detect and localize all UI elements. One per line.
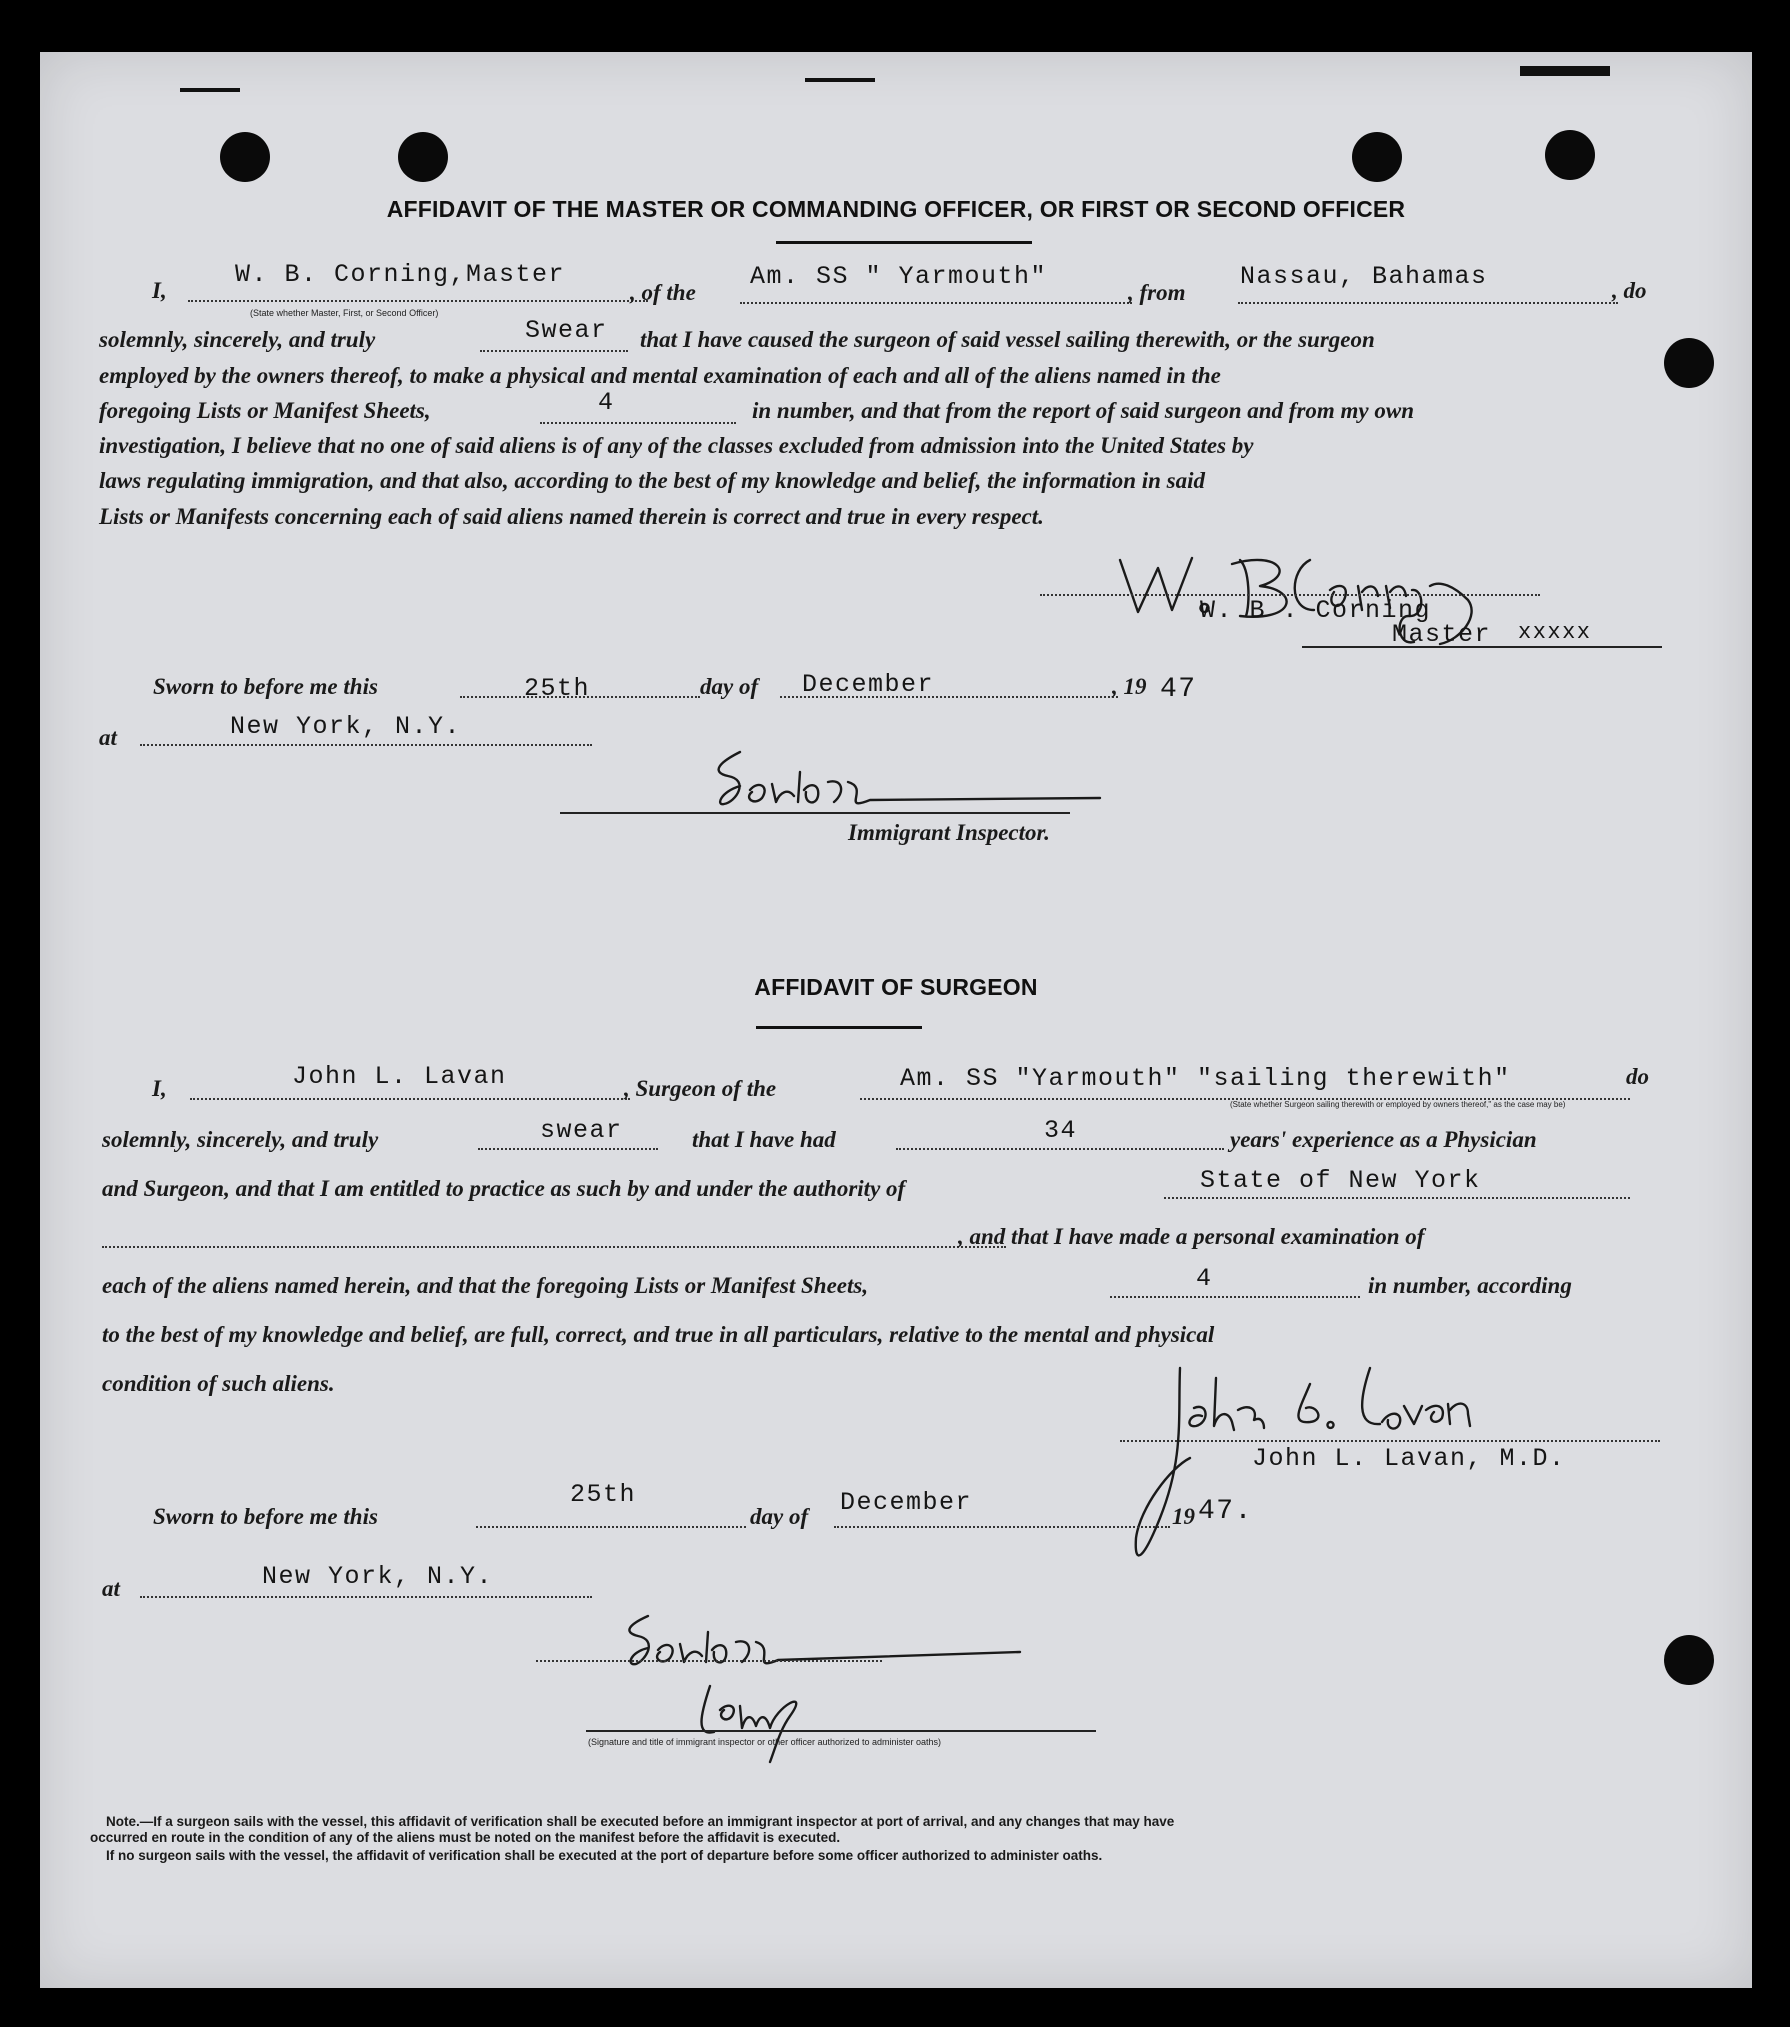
master-signer-title: Master: [1392, 620, 1492, 649]
surgeon-day-of-label: day of: [750, 1504, 809, 1529]
punch-hole: [1664, 338, 1714, 388]
punch-hole: [1664, 1635, 1714, 1685]
surgeon-year-suffix: 47.: [1198, 1496, 1253, 1527]
surgeon-line5-a: each of the aliens named herein, and that the foregoing Lists or Manifest Sheets,: [102, 1273, 869, 1298]
officer-field-line: [188, 300, 648, 302]
form-page: [40, 52, 1752, 1988]
title-underline: [756, 1026, 922, 1029]
port-value: Nassau, Bahamas: [1240, 262, 1488, 291]
note-line2: occurred en route in the condition of any of the aliens must be noted on the manifest before the affidavit is executed.: [90, 1830, 841, 1845]
at-label: at: [99, 725, 117, 750]
years-field-line: [896, 1148, 1224, 1150]
line3: employed by the owners thereof, to make a physical and mental examination of each and all of the aliens named in the: [99, 363, 1221, 388]
surgeon-sheets-line: [1110, 1296, 1360, 1298]
surgeon-at-label: at: [102, 1576, 120, 1601]
years-value: 34: [1044, 1116, 1078, 1145]
line4-b: in number, and that from the report of said surgeon and from my own: [752, 398, 1415, 423]
sworn-label: Sworn to before me this: [153, 674, 378, 699]
line5: investigation, I believe that no one of said aliens is of any of the classes excluded from admission into the United States by: [99, 433, 1254, 458]
surgeon-line7: condition of such aliens.: [102, 1371, 335, 1396]
sworn-place: New York, N.Y.: [230, 712, 462, 741]
authority-field-line: [1164, 1197, 1630, 1199]
master-title-line: [1302, 646, 1662, 648]
surgeon-line4: , and that I have made a personal examination of: [958, 1224, 1425, 1249]
surgeon-year-prefix: 19: [1172, 1504, 1195, 1529]
line7: Lists or Manifests concerning each of said aliens named therein is correct and true in every respect.: [99, 504, 1044, 529]
surgeon-vessel-value: Am. SS "Yarmouth" "sailing therewith": [900, 1064, 1511, 1093]
authority-cont-line: [102, 1246, 1006, 1248]
surgeon-swear-value: swear: [540, 1116, 623, 1145]
scan-mark: [1520, 66, 1610, 76]
port-field-line: [1238, 302, 1618, 304]
line2-a: solemnly, sincerely, and truly: [99, 327, 376, 352]
surgeon-line2-a: solemnly, sincerely, and truly: [102, 1127, 379, 1152]
line4-a: foregoing Lists or Manifest Sheets,: [99, 398, 431, 423]
line2-b: that I have caused the surgeon of said vessel sailing therewith, or the surgeon: [640, 327, 1375, 352]
surgeon-sworn-day: 25th: [570, 1480, 637, 1509]
surgeon-value: John L. Lavan: [292, 1062, 507, 1091]
surgeon-swear-line: [478, 1148, 658, 1150]
swear-value: Swear: [525, 316, 608, 345]
do-label: , do: [1612, 278, 1647, 303]
officer-sig-hint: (Signature and title of immigrant inspector or other officer authorized to administer oaths): [588, 1737, 942, 1747]
punch-hole: [1352, 132, 1402, 182]
i-label-2: I,: [152, 1076, 167, 1101]
inspector-label: Immigrant Inspector.: [848, 820, 1050, 845]
surgeon-sworn-place: New York, N.Y.: [262, 1562, 494, 1591]
i-label: I,: [152, 278, 167, 303]
sheets-field-line: [540, 422, 736, 424]
master-signer-name: W. B . Corning: [1200, 596, 1432, 625]
scan-mark: [180, 88, 240, 92]
vessel-field-line: [740, 302, 1132, 304]
surgeon-signature-line: [1120, 1440, 1660, 1442]
year-prefix: , 19: [1112, 674, 1147, 699]
of-the-label: , of the: [630, 280, 696, 305]
sworn-day: 25th: [524, 674, 591, 703]
authority-value: State of New York: [1200, 1166, 1481, 1195]
surgeon-sworn-place-line: [140, 1596, 592, 1598]
surgeon-signer-name: John L. Lavan, M.D.: [1252, 1444, 1566, 1473]
surgeon-sworn-label: Sworn to before me this: [153, 1504, 378, 1529]
punch-hole: [398, 132, 448, 182]
inspector-signature-line: [560, 812, 1070, 814]
vessel-hint: (State whether Surgeon sailing therewith or employed by owners thereof," as the case may be): [1230, 1100, 1566, 1109]
vessel-value: Am. SS " Yarmouth": [750, 262, 1048, 291]
surgeon-sworn-month: December: [840, 1488, 973, 1517]
officer-hint: (State whether Master, First, or Second Officer): [250, 308, 439, 318]
surgeon-line2-b: that I have had: [692, 1127, 836, 1152]
surgeon-line6: to the best of my knowledge and belief, are full, correct, and true in all particulars, relative to the mental and physical: [102, 1322, 1215, 1347]
year-suffix: 47: [1160, 674, 1197, 705]
surgeon-sworn-month-line: [834, 1526, 1170, 1528]
swear-field-line: [480, 350, 628, 352]
surgeon-sworn-day-line: [476, 1526, 746, 1528]
sworn-place-line: [140, 744, 592, 746]
officer-signature-line: [586, 1730, 1096, 1732]
officer-value: W. B. Corning,Master: [235, 260, 566, 289]
surgeon-of-label: , Surgeon of the: [624, 1076, 777, 1101]
surgeon-line3-a: and Surgeon, and that I am entitled to practice as such by and under the authority of: [102, 1176, 906, 1201]
note-line3: If no surgeon sails with the vessel, the affidavit of verification shall be executed at the port of departure before some officer authorized to administer oaths.: [106, 1848, 1103, 1863]
surgeon-line2-c: years' experience as a Physician: [1230, 1127, 1537, 1152]
title-underline: [776, 241, 1032, 244]
surgeon-affidavit-title: AFFIDAVIT OF SURGEON: [754, 974, 1038, 1000]
officer-initials: [680, 1666, 840, 1776]
do-label-2: do: [1626, 1064, 1649, 1089]
sheets-value: 4: [598, 388, 615, 417]
day-of-label: day of: [700, 674, 759, 699]
master-signer-strike: xxxxx: [1518, 620, 1592, 645]
punch-hole: [220, 132, 270, 182]
sworn-month: December: [802, 670, 935, 699]
master-affidavit-title: AFFIDAVIT OF THE MASTER OR COMMANDING OFFICER, OR FIRST OR SECOND OFFICER: [386, 196, 1406, 222]
from-label: , from: [1128, 280, 1186, 305]
note-line1: Note.—If a surgeon sails with the vessel, this affidavit of verification shall be executed before an immigrant inspector at port of arrival, and any changes that may have: [106, 1814, 1175, 1829]
line6: laws regulating immigration, and that also, according to the best of my knowledge and belief, the information in said: [99, 468, 1206, 493]
scan-mark: [805, 78, 875, 82]
surgeon-sheets-value: 4: [1196, 1264, 1213, 1293]
surgeon-field-line: [190, 1098, 630, 1100]
surgeon-line5-b: in number, according: [1368, 1273, 1572, 1298]
punch-hole: [1545, 130, 1595, 180]
inspector-signature-line-2: [536, 1660, 882, 1662]
